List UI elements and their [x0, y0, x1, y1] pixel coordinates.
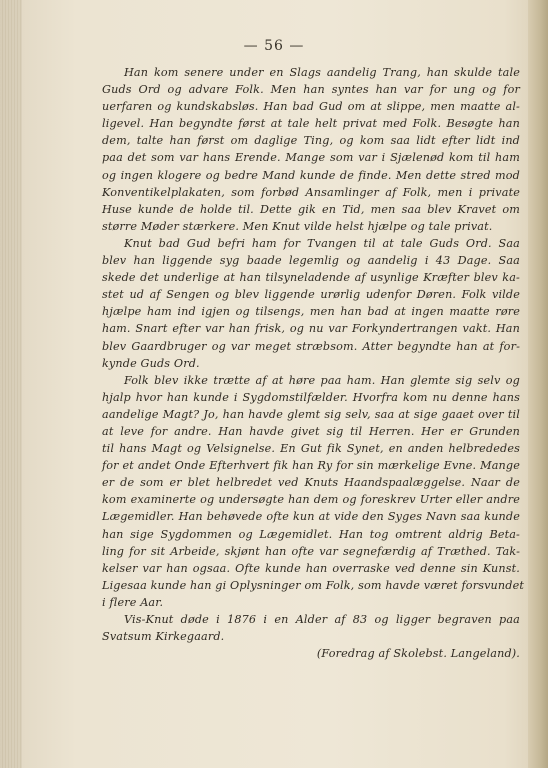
text-line: dem, talte han først om daglige Ting, og kom saa lidt efter lidt ind — [102, 134, 520, 148]
text-line: han sige Sygdommen og Lægemidlet. Han tog omtrent aldrig Beta- — [102, 527, 520, 541]
text-line: Han kom senere under en Slags aandelig Trang, han skulde tale — [124, 66, 520, 79]
text-line: ligevel. Han begyndte først at tale helt privat med Folk. Besøgte han — [102, 117, 520, 131]
text-line: hjælpe ham ind igjen og tilsengs, men han bad at ingen maatte røre — [102, 305, 520, 319]
text-line: Lægemidler. Han behøvede ofte kun at vide den Syges Navn saa kunde — [102, 510, 520, 524]
text-line: Folk blev ikke trætte af at høre paa ham. Han glemte sig selv og — [124, 373, 520, 387]
text-line: i flere Aar. — [102, 595, 164, 609]
text-line: blev han liggende syg baade legemlig og aandelig i 43 Dage. Saa — [102, 254, 520, 268]
text-line: Knut bad Gud befri ham for Tvangen til at tale Guds Ord. Saa — [124, 236, 520, 250]
text-line: Huse kunde de holde til. Dette gik en Tid, men saa blev Kravet om — [102, 202, 520, 216]
text-line: Vis-Knut døde i 1876 i en Alder af 83 og ligger begraven paa — [124, 613, 520, 626]
body-text — [102, 64, 524, 662]
text-line: ling for sit Arbeide, skjønt han ofte var segnefærdig af Træthed. Tak- — [102, 544, 520, 558]
text-line: er de som er blet helbredet ved Knuts Haandspaalæggelse. Naar de — [102, 476, 520, 490]
signature-line: (Foredrag af Skolebst. Langeland). — [316, 647, 520, 661]
text-line: stet ud af Sengen og blev liggende urørlig udenfor Døren. Folk vilde — [102, 288, 520, 302]
text-line: Svatsum Kirkegaard. — [102, 630, 225, 644]
text-line: for et andet Onde Efterhvert fik han Ry for sin mærkelige Evne. Mange — [102, 459, 520, 473]
page-edge — [528, 0, 548, 768]
text-line: Ligesaa kunde han gi Oplysninger om Folk, som havde været forsvundet — [102, 578, 524, 592]
text-line: uerfaren og kundskabsløs. Han bad Gud om at slippe, men maatte al- — [102, 100, 520, 114]
text-line: ham. Snart efter var han frisk, og nu var Forkyndertrangen vakt. Han — [102, 322, 520, 336]
text-line: kom examinerte og undersøgte han dem og foreskrev Urter eller andre — [102, 493, 520, 507]
text-line: hjalp hvor han kunde i Sygdomstilfælder. Hvorfra kom nu denne hans — [102, 390, 520, 404]
text-line: paa det som var hans Erende. Mange som var i Sjælenød kom til ham — [102, 151, 520, 165]
text-line: kynde Guds Ord. — [102, 356, 200, 370]
page-gutter — [0, 0, 22, 768]
text-line: og ingen klogere og bedre Mand kunde de finde. Men dette stred mod — [102, 168, 520, 182]
text-line: til hans Magt og Velsignelse. En Gut fik Synet, en anden helbrededes — [102, 442, 520, 456]
text-line: aandelige Magt? Jo, han havde glemt sig selv, saa at sige gaaet over til — [102, 407, 520, 421]
text-line: Guds Ord og advare Folk. Men han syntes han var for ung og for — [102, 83, 520, 97]
text-line: at leve for andre. Han havde givet sig til Herren. Her er Grunden — [102, 424, 520, 438]
text-line: skede det underlige at han tilsyneladende af usynlige Kræfter blev ka- — [102, 271, 520, 285]
text-line: kelser var han ogsaa. Ofte kunde han overraske ved denne sin Kunst. — [102, 561, 520, 575]
text-line: Konventikelplakaten, som forbød Ansamlinger af Folk, men i private — [102, 185, 520, 199]
text-line: blev Gaardbruger og var meget stræbsom. Atter begyndte han at for- — [102, 339, 520, 353]
text-line: større Møder stærkere. Men Knut vilde helst hjælpe og tale privat. — [102, 219, 493, 233]
page-number: — 56 — — [243, 38, 305, 54]
